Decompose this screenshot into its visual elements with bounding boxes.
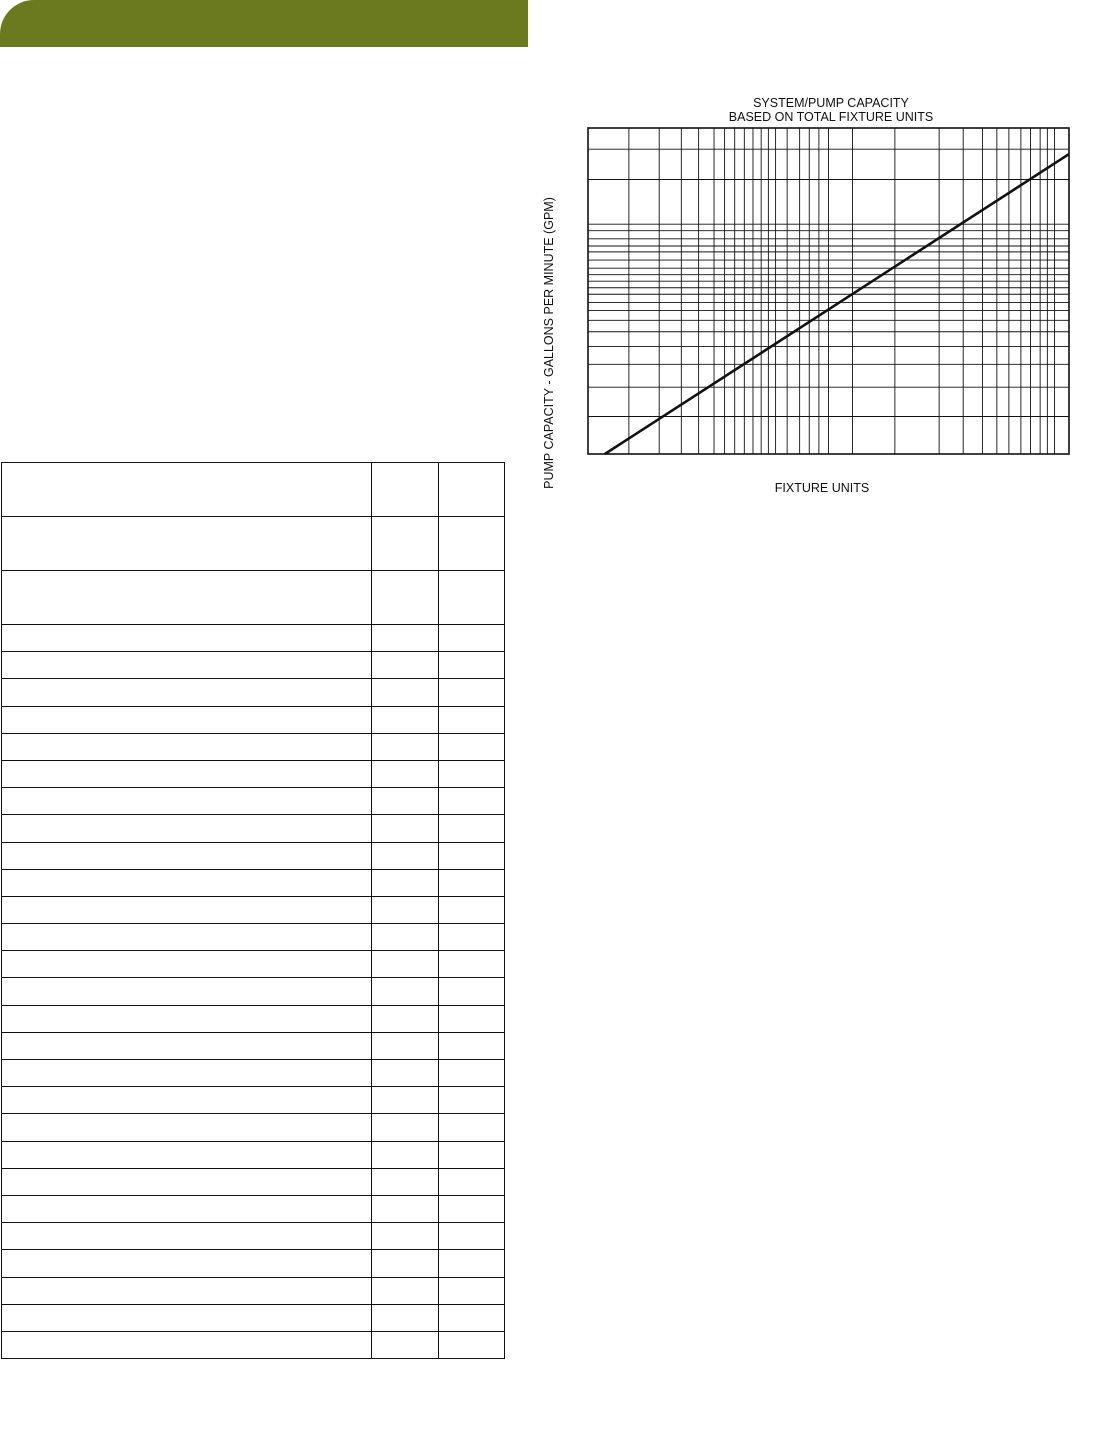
table-cell — [439, 625, 505, 652]
table-cell — [2, 1331, 372, 1358]
table-cell — [372, 1087, 439, 1114]
table-row — [2, 1331, 505, 1358]
table-cell — [439, 842, 505, 869]
table-cell — [2, 463, 372, 517]
table-cell — [439, 1060, 505, 1087]
table-cell — [2, 1250, 372, 1277]
table-row — [2, 463, 505, 517]
table-cell — [2, 1087, 372, 1114]
table-cell — [2, 625, 372, 652]
table-cell — [372, 896, 439, 923]
table-row — [2, 1060, 505, 1087]
table-cell — [439, 706, 505, 733]
table-row — [2, 1141, 505, 1168]
table-cell — [439, 1304, 505, 1331]
table-cell — [372, 978, 439, 1005]
table-cell — [372, 1114, 439, 1141]
table-cell — [372, 1060, 439, 1087]
fixture-table — [1, 462, 505, 1359]
x-axis-label: FIXTURE UNITS — [774, 481, 870, 495]
table-cell — [2, 571, 372, 625]
table-cell — [439, 1087, 505, 1114]
table-cell — [2, 924, 372, 951]
table-cell — [2, 1032, 372, 1059]
table-row — [2, 951, 505, 978]
table-cell — [439, 978, 505, 1005]
table-row — [2, 1005, 505, 1032]
table-cell — [439, 679, 505, 706]
table-cell — [372, 869, 439, 896]
table-row — [2, 1223, 505, 1250]
table-cell — [2, 1141, 372, 1168]
table-cell — [439, 815, 505, 842]
table-cell — [372, 463, 439, 517]
table-cell — [2, 1168, 372, 1195]
table-cell — [439, 1032, 505, 1059]
chart-title: SYSTEM/PUMP CAPACITY — [753, 96, 909, 110]
table-cell — [2, 842, 372, 869]
table-cell — [372, 1331, 439, 1358]
table-cell — [372, 679, 439, 706]
table-cell — [439, 869, 505, 896]
table-cell — [2, 706, 372, 733]
y-axis-label: PUMP CAPACITY - GALLONS PER MINUTE (GPM) — [542, 197, 556, 489]
table-cell — [372, 1032, 439, 1059]
table-cell — [2, 1304, 372, 1331]
table-row — [2, 571, 505, 625]
table-cell — [439, 951, 505, 978]
table-row — [2, 652, 505, 679]
table-row — [2, 679, 505, 706]
table-cell — [372, 788, 439, 815]
table-cell — [372, 1277, 439, 1304]
table-cell — [2, 951, 372, 978]
pump-capacity-chart — [536, 88, 1082, 508]
table-cell — [372, 815, 439, 842]
table-row — [2, 625, 505, 652]
series-line — [605, 154, 1069, 454]
table-row — [2, 815, 505, 842]
table-cell — [439, 1277, 505, 1304]
table-row — [2, 924, 505, 951]
table-cell — [439, 1168, 505, 1195]
table-cell — [372, 1304, 439, 1331]
table-cell — [2, 1277, 372, 1304]
table-cell — [372, 842, 439, 869]
table-cell — [372, 652, 439, 679]
table-row — [2, 978, 505, 1005]
table-cell — [439, 1195, 505, 1222]
table-row — [2, 896, 505, 923]
table-row — [2, 1114, 505, 1141]
table-cell — [2, 679, 372, 706]
table-row — [2, 1277, 505, 1304]
table-cell — [2, 869, 372, 896]
table-cell — [372, 924, 439, 951]
table-cell — [439, 1005, 505, 1032]
table-cell — [372, 1223, 439, 1250]
table-cell — [372, 733, 439, 760]
table-row — [2, 869, 505, 896]
table-cell — [439, 652, 505, 679]
table-cell — [2, 517, 372, 571]
table-cell — [439, 517, 505, 571]
table-cell — [372, 517, 439, 571]
table-cell — [2, 815, 372, 842]
chart-svg — [536, 88, 1082, 508]
table-cell — [372, 1005, 439, 1032]
table-row — [2, 1087, 505, 1114]
table-cell — [372, 1195, 439, 1222]
table-cell — [2, 1195, 372, 1222]
table-cell — [439, 760, 505, 787]
table-row — [2, 1250, 505, 1277]
table-cell — [372, 1168, 439, 1195]
table-cell — [2, 733, 372, 760]
table-cell — [372, 625, 439, 652]
table-row — [2, 1195, 505, 1222]
table-cell — [2, 788, 372, 815]
table-cell — [372, 951, 439, 978]
header-banner — [0, 0, 528, 47]
table-cell — [2, 1005, 372, 1032]
table-cell — [372, 760, 439, 787]
table-cell — [439, 463, 505, 517]
table-cell — [439, 1141, 505, 1168]
table-cell — [2, 978, 372, 1005]
table-row — [2, 1032, 505, 1059]
table-cell — [439, 924, 505, 951]
table-cell — [439, 1331, 505, 1358]
table-row — [2, 788, 505, 815]
table-row — [2, 733, 505, 760]
table-cell — [2, 896, 372, 923]
table-cell — [2, 760, 372, 787]
table-cell — [439, 571, 505, 625]
table-cell — [372, 1141, 439, 1168]
table-row — [2, 1304, 505, 1331]
table-row — [2, 706, 505, 733]
table-cell — [439, 1114, 505, 1141]
table-cell — [372, 1250, 439, 1277]
table-row — [2, 760, 505, 787]
table-row — [2, 517, 505, 571]
table-cell — [2, 652, 372, 679]
table-cell — [439, 1223, 505, 1250]
table-cell — [439, 1250, 505, 1277]
table-cell — [439, 788, 505, 815]
table-cell — [2, 1114, 372, 1141]
table-cell — [372, 706, 439, 733]
chart-subtitle: BASED ON TOTAL FIXTURE UNITS — [728, 110, 934, 124]
table-cell — [439, 896, 505, 923]
vertical-grid — [629, 128, 1055, 454]
table-cell — [2, 1223, 372, 1250]
table-row — [2, 1168, 505, 1195]
table-cell — [372, 571, 439, 625]
table-row — [2, 842, 505, 869]
table-cell — [2, 1060, 372, 1087]
table-cell — [439, 733, 505, 760]
